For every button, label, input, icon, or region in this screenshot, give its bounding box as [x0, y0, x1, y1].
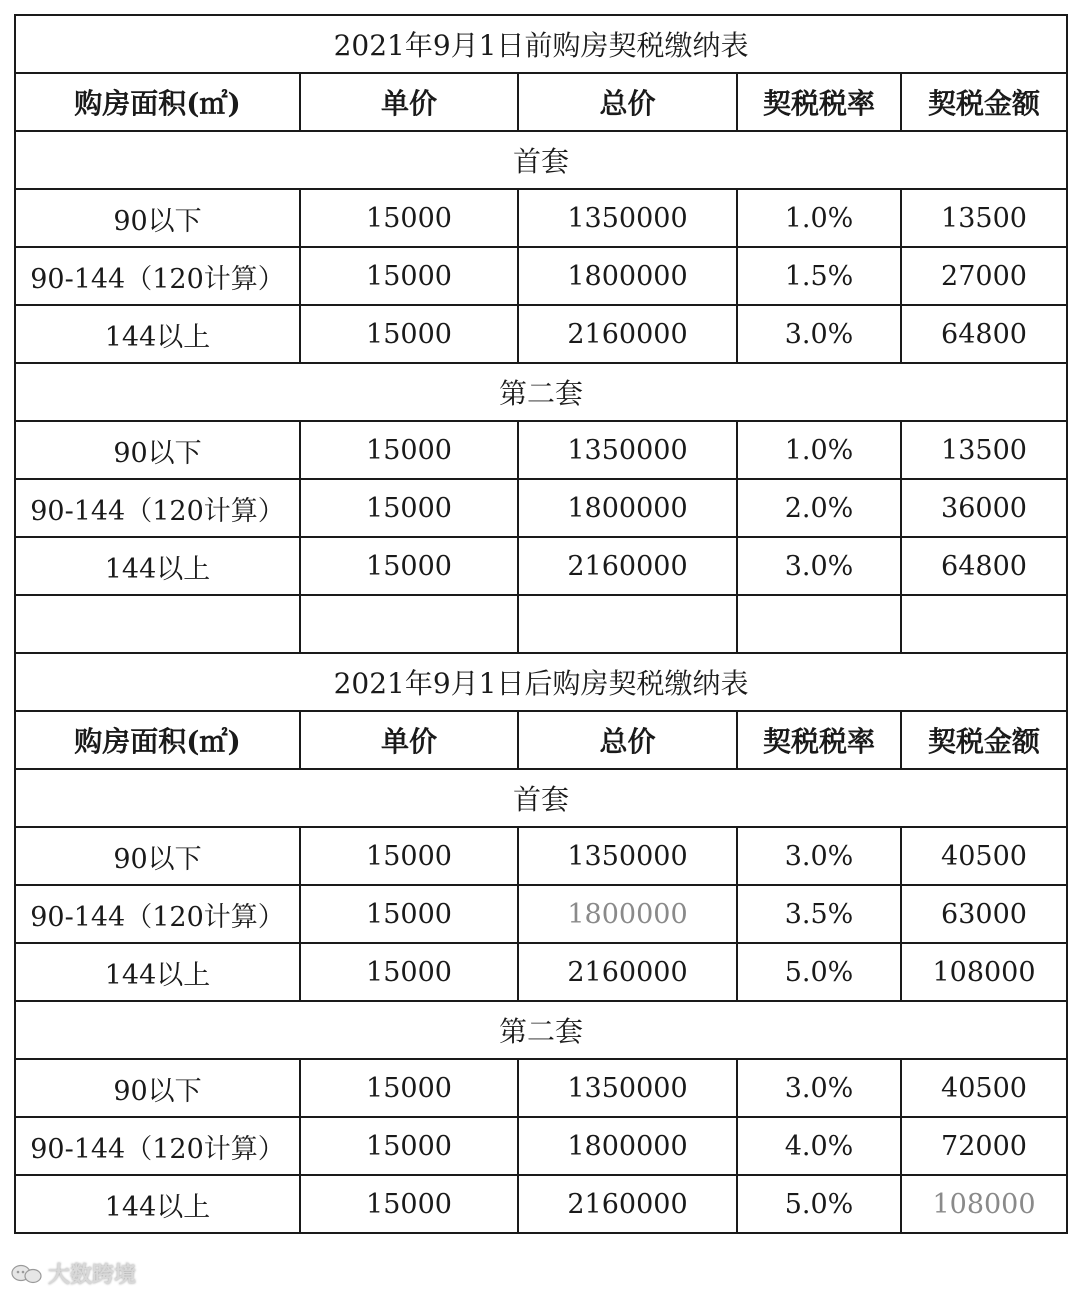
cell-tax-rate: 1.0%	[737, 421, 901, 479]
cell-tax-amount: 64800	[901, 305, 1067, 363]
cell-total-price: 1800000	[518, 885, 737, 943]
cell-total-price: 1800000	[518, 247, 737, 305]
cell-unit-price: 15000	[300, 247, 518, 305]
cell-unit-price: 15000	[300, 189, 518, 247]
table-row	[15, 943, 1067, 1001]
table-row	[15, 421, 1067, 479]
table-title: 2021年9月1日后购房契税缴纳表	[15, 653, 1067, 711]
section-label: 第二套	[15, 363, 1067, 421]
table-row	[15, 479, 1067, 537]
section-label: 首套	[15, 769, 1067, 827]
cell-unit-price: 15000	[300, 1117, 518, 1175]
section-label: 首套	[15, 131, 1067, 189]
cell-tax-amount: 72000	[901, 1117, 1067, 1175]
cell-total-price: 2160000	[518, 943, 737, 1001]
cell-tax-rate: 3.0%	[737, 1059, 901, 1117]
table-row	[15, 247, 1067, 305]
cell-unit-price: 15000	[300, 827, 518, 885]
empty-cell	[15, 595, 300, 653]
header-area: 购房面积(㎡)	[15, 711, 300, 769]
cell-tax-amount: 13500	[901, 421, 1067, 479]
section-row	[15, 769, 1067, 827]
cell-total-price: 1350000	[518, 421, 737, 479]
cell-tax-rate: 4.0%	[737, 1117, 901, 1175]
cell-tax-amount: 36000	[901, 479, 1067, 537]
table-title: 2021年9月1日前购房契税缴纳表	[15, 15, 1067, 73]
cell-area: 144以上	[15, 943, 300, 1001]
cell-area: 144以上	[15, 1175, 300, 1233]
cell-area: 90以下	[15, 189, 300, 247]
cell-unit-price: 15000	[300, 943, 518, 1001]
cell-unit-price: 15000	[300, 1059, 518, 1117]
cell-total-price: 1350000	[518, 189, 737, 247]
cell-tax-rate: 3.0%	[737, 305, 901, 363]
empty-cell	[300, 595, 518, 653]
table-row	[15, 1117, 1067, 1175]
table-row	[15, 1059, 1067, 1117]
cell-total-price: 2160000	[518, 537, 737, 595]
empty-row	[15, 595, 1067, 653]
header-unit-price: 单价	[300, 711, 518, 769]
header-total-price: 总价	[518, 711, 737, 769]
cell-area: 144以上	[15, 537, 300, 595]
table-row	[15, 305, 1067, 363]
cell-unit-price: 15000	[300, 305, 518, 363]
cell-area: 90-144（120计算）	[15, 885, 300, 943]
empty-cell	[901, 595, 1067, 653]
cell-tax-amount: 64800	[901, 537, 1067, 595]
header-unit-price: 单价	[300, 73, 518, 131]
cell-unit-price: 15000	[300, 537, 518, 595]
section-row	[15, 1001, 1067, 1059]
cell-total-price: 2160000	[518, 1175, 737, 1233]
table-row	[15, 1175, 1067, 1233]
cell-tax-amount: 40500	[901, 827, 1067, 885]
cell-total-price: 1350000	[518, 827, 737, 885]
cell-area: 90以下	[15, 827, 300, 885]
cell-area: 144以上	[15, 305, 300, 363]
cell-area: 90以下	[15, 1059, 300, 1117]
section-row	[15, 131, 1067, 189]
header-tax-rate: 契税税率	[737, 711, 901, 769]
cell-tax-rate: 2.0%	[737, 479, 901, 537]
header-tax-rate: 契税税率	[737, 73, 901, 131]
watermark-text: 大数跨境	[48, 1263, 137, 1288]
table-row	[15, 537, 1067, 595]
cell-total-price: 1350000	[518, 1059, 737, 1117]
watermark	[10, 1258, 136, 1289]
table-row	[15, 189, 1067, 247]
cell-tax-amount: 108000	[901, 943, 1067, 1001]
cell-area: 90-144（120计算）	[15, 247, 300, 305]
cell-tax-rate: 5.0%	[737, 943, 901, 1001]
cell-unit-price: 15000	[300, 421, 518, 479]
cell-area: 90以下	[15, 421, 300, 479]
header-row	[15, 711, 1067, 769]
cell-unit-price: 15000	[300, 885, 518, 943]
empty-cell	[737, 595, 901, 653]
cell-unit-price: 15000	[300, 479, 518, 537]
chat-bubble-icon	[10, 1263, 44, 1285]
cell-total-price: 1800000	[518, 479, 737, 537]
header-tax-amount: 契税金额	[901, 711, 1067, 769]
cell-tax-rate: 3.0%	[737, 827, 901, 885]
table-row	[15, 827, 1067, 885]
tax-table-sheet	[14, 14, 1068, 1234]
cell-tax-amount: 63000	[901, 885, 1067, 943]
cell-tax-rate: 5.0%	[737, 1175, 901, 1233]
cell-area: 90-144（120计算）	[15, 1117, 300, 1175]
cell-tax-amount: 40500	[901, 1059, 1067, 1117]
table-title-row	[15, 15, 1067, 73]
header-total-price: 总价	[518, 73, 737, 131]
cell-tax-rate: 1.5%	[737, 247, 901, 305]
table-row	[15, 885, 1067, 943]
cell-tax-amount: 27000	[901, 247, 1067, 305]
section-row	[15, 363, 1067, 421]
cell-total-price: 1800000	[518, 1117, 737, 1175]
cell-tax-rate: 3.5%	[737, 885, 901, 943]
header-area: 购房面积(㎡)	[15, 73, 300, 131]
cell-tax-rate: 1.0%	[737, 189, 901, 247]
table-title-row	[15, 653, 1067, 711]
cell-total-price: 2160000	[518, 305, 737, 363]
cell-tax-amount: 13500	[901, 189, 1067, 247]
cell-area: 90-144（120计算）	[15, 479, 300, 537]
cell-tax-rate: 3.0%	[737, 537, 901, 595]
section-label: 第二套	[15, 1001, 1067, 1059]
header-row	[15, 73, 1067, 131]
cell-tax-amount: 108000	[901, 1175, 1067, 1233]
header-tax-amount: 契税金额	[901, 73, 1067, 131]
empty-cell	[518, 595, 737, 653]
cell-unit-price: 15000	[300, 1175, 518, 1233]
